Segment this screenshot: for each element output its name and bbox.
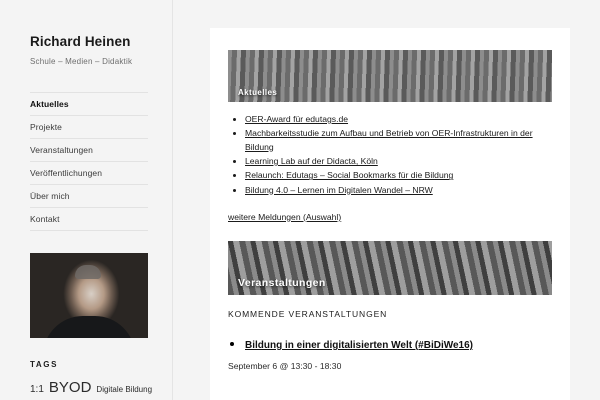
events-banner-image[interactable]	[228, 241, 552, 295]
list-item[interactable]	[245, 113, 552, 126]
list-item[interactable]	[245, 127, 552, 154]
news-banner-label: Aktuelles	[238, 88, 278, 97]
site-title[interactable]: Richard Heinen	[30, 34, 131, 49]
tags-heading: TAGS	[30, 360, 59, 370]
events-section-heading: KOMMENDE VERANSTALTUNGEN	[228, 308, 388, 319]
sidebar-item-kontakt[interactable]: Kontakt	[30, 208, 148, 231]
more-news-link[interactable]: weitere Meldungen (Auswahl)	[228, 211, 342, 222]
news-link-2[interactable]: Machbarkeitsstudie zum Aufbau und Betrieb von OER-Infrastrukturen in der Bildung	[245, 128, 533, 152]
portrait-hair-shape	[75, 265, 101, 279]
news-link-3[interactable]: Learning Lab auf der Didacta, Köln	[245, 155, 378, 166]
sidebar-item-veroeffentlichungen[interactable]: Veröffentlichungen	[30, 162, 148, 185]
list-item[interactable]	[228, 335, 552, 371]
tag-byod[interactable]: BYOD	[48, 379, 92, 397]
list-item[interactable]	[245, 169, 552, 182]
news-banner-image[interactable]	[228, 50, 552, 102]
tag-cloud	[30, 377, 160, 399]
list-item[interactable]	[245, 184, 552, 197]
tag-1to1[interactable]: 1:1	[30, 384, 44, 396]
event-date: September 6 @ 13:30 - 18:30	[228, 360, 342, 371]
news-link-4[interactable]: Relaunch: Edutags – Social Bookmarks für die Bildung	[245, 170, 454, 181]
sidebar	[0, 0, 172, 400]
site-tagline: Schule – Medien – Didaktik	[30, 57, 133, 67]
sidebar-divider	[172, 0, 173, 400]
event-title[interactable]: • Bildung in einer digitalisierten Welt (#BiDiWe16)	[245, 339, 473, 351]
avatar	[30, 253, 148, 338]
main-content	[172, 0, 600, 400]
sidebar-item-ueber-mich[interactable]: Über mich	[30, 185, 148, 208]
news-link-1[interactable]: OER-Award für edutags.de	[245, 114, 349, 124]
sidebar-item-veranstaltungen[interactable]: Veranstaltungen	[30, 139, 148, 162]
sidebar-item-aktuelles[interactable]: Aktuelles	[30, 92, 148, 116]
news-link-list	[228, 113, 552, 197]
list-item[interactable]	[245, 155, 552, 168]
sidebar-item-projekte[interactable]: Projekte	[30, 116, 148, 139]
news-link-5[interactable]: Bildung 4.0 – Lernen im Digitalen Wandel – NRW	[245, 184, 433, 195]
events-banner-label: Veranstaltungen	[238, 276, 326, 289]
tag-digitale-bildung[interactable]: Digitale Bildung	[96, 385, 153, 395]
content-card	[210, 28, 570, 400]
portrait-shoulders-shape	[43, 316, 135, 338]
primary-navigation	[30, 92, 148, 231]
events-list	[228, 335, 552, 371]
